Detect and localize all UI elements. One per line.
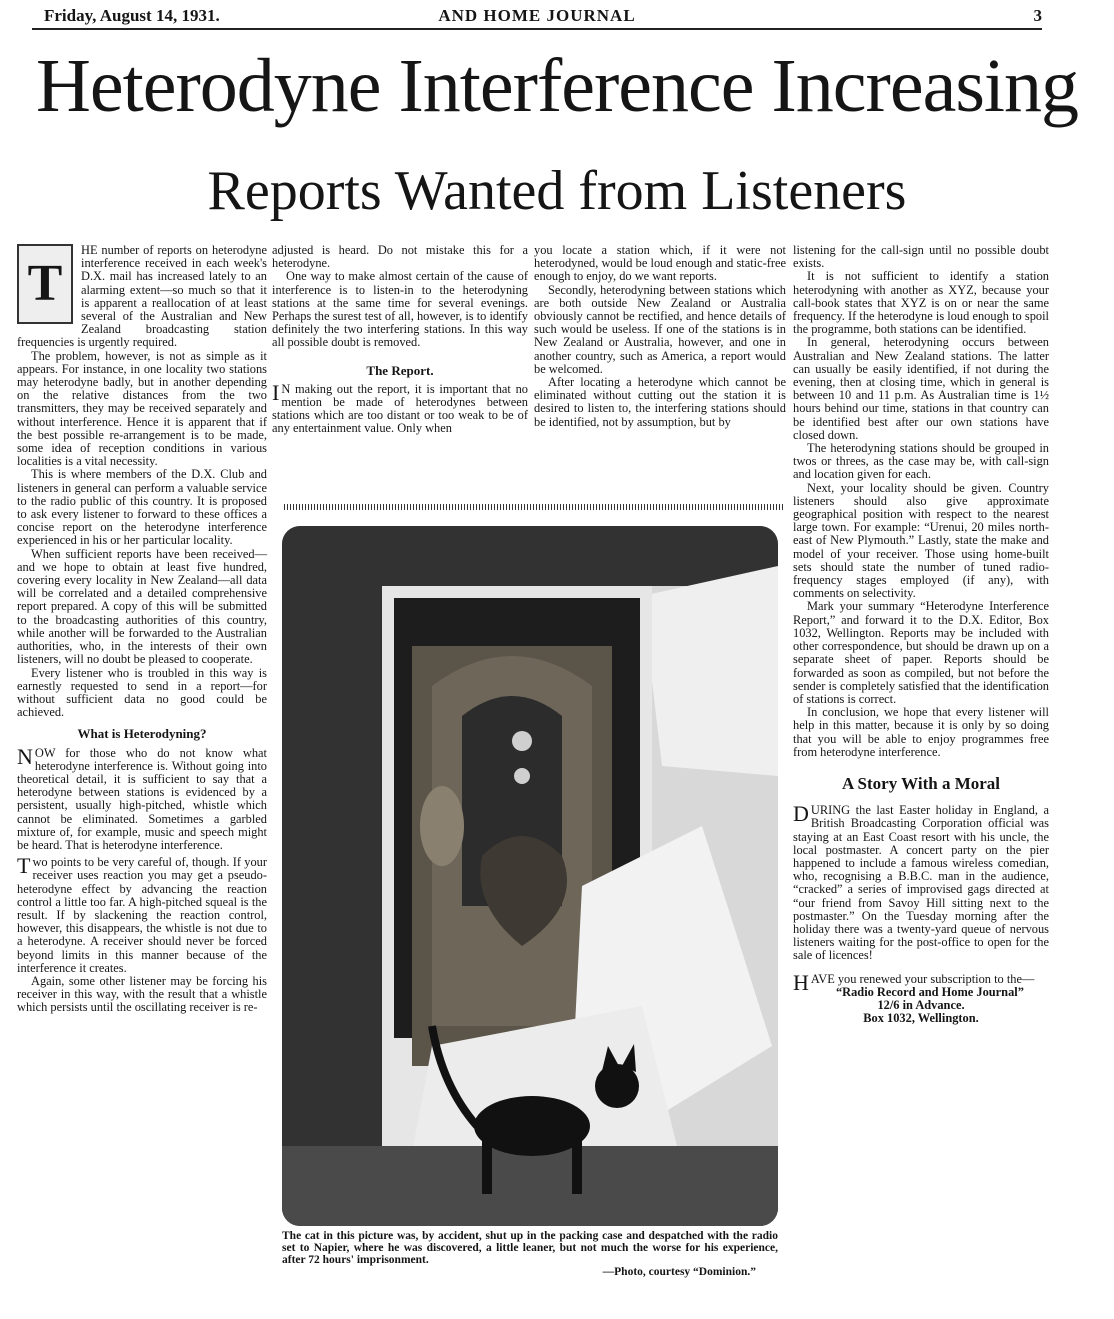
page-number: 3: [1033, 6, 1042, 25]
paragraph: I N making out the report, it is important that no mention be made of heterodynes between stations which are too distant or too weak to be of any entertainment value. Only when: [272, 379, 528, 436]
paragraph: Two points to be very careful of, though. If your receiver uses reaction you may get a pseudo-heterodyne effect by advancing the reaction control a little too far. A high-pitched squeal is the result. If by slackening the reaction control, however, this disappears, the whistle is not due to a heterodyne. A receiver should never be forced beyond limits in this manner because of the interference it creates.: [17, 853, 267, 975]
subheadline: Reports Wanted from Listeners: [207, 160, 907, 222]
section-heading: A Story With a Moral: [841, 773, 1001, 793]
drop-cap: N: [17, 743, 33, 769]
publication-name: AND HOME JOURNAL: [438, 6, 636, 25]
section-heading: The Report.: [366, 362, 434, 378]
photo-credit: —Photo, courtesy “Dominion.”: [602, 1266, 756, 1278]
paragraph: HAVE you renewed your subscription to the—: [793, 969, 1035, 995]
paragraph: Secondly, heterodyning between stations which are both outside New Zealand or Australia obviously cannot be rectified, and hence details of such would be useless. If one of the stations is in New Zealand or Australia, however, and one in another country, such as America, a report would be welcomed.: [534, 282, 786, 376]
decorative-rule: [284, 504, 784, 510]
paragraph: Every listener who is troubled in this way is earnestly requested to send in a report—for without sufficient data no good could be achieved.: [17, 665, 267, 720]
paragraph: Next, your locality should be given. Country listeners should also give approximate geographical position with respect to the nearest large town. For example: “Urenui, 20 miles north-east of New Plymouth.” Lastly, state the make and model of your receiver. Those using home-built sets should state the number of tuned radio-frequency stages employed (if any), with comments on selectivity.: [793, 480, 1049, 601]
caption-text: The cat in this picture was, by accident, shut up in the packing case and despatched with the radio set to Napier, where he was discovered, a little leaner, but not much the worse for his experience, after 72 hours' imprisonment.: [282, 1230, 778, 1266]
article-column-3: [534, 244, 786, 429]
paragraph: In general, heterodyning occurs between Australian and New Zealand stations. The latter can usually be easily identified, if not during the evening, then at closing time, which in general is between 10 and 11 p.m. As Australian time is 1½ hours behind our time, stations in that country can be identified best after our own stations have closed down.: [793, 335, 1049, 442]
paragraph: It is not sufficient to identify a station heterodyning with another as XYZ, because your call-book states that XYZ is on or near the same frequency. If the heterodyne is loud enough to spoil the programme, both stations can be identified.: [793, 269, 1049, 337]
subscription-price: 12/6 in Advance.: [877, 997, 965, 1012]
paragraph: The heterodyning stations should be grouped in twos or threes, as the case may be, with call-sign and location given for each.: [793, 441, 1049, 482]
journal-name: “Radio Record and Home Journal”: [835, 984, 1024, 999]
paragraph: HE number of reports on heterodyne interference received in each week's D.X. mail has increased lately to an alarming extent—so much so that it is apparent a reallocation of at least several of the Australian and New Zealand broadcasting station frequencies is urgently required.: [17, 243, 267, 350]
paragraph: Mark your summary “Heterodyne Interference Report,” and forward it to the D.X. Editor, Box 1032, Wellington. Reports may be included with other correspondence, but should be drawn up on a separate sheet of paper. Reports should be forwarded as soon as compiled, but not before the sender is completely satisfied that the identification of stations is correct.: [793, 599, 1049, 706]
paragraph: The problem, however, is not as simple as it appears. For instance, in one locality two stations may heterodyne badly, but in another depending on the relative distances from the two transmitters, they may be received separately and without interference. Hence it is apparent that if the best possible re-arrangement is to be made, some idea of reception conditions in various localities is a vital necessity.: [17, 348, 267, 469]
paragraph: NOW for those who do not know what heterodyne interference is. Without going into theoretical detail, it is sufficient to say that a heterodyne between stations is evidenced by a persistent, usually high-pitched, whistle which cannot be eliminated. Sometimes a garbled mixture of, for example, music and speech might be heard. That is heterodyne interference.: [17, 743, 267, 852]
headline: Heterodyne Interference Increasing: [35, 44, 1079, 128]
paragraph: This is where members of the D.X. Club and listeners in general can perform a valuable service to the radio public of this country. It is proposed to ask every listener to forward to these offices a concise report on the heterodyne interference experienced in his or her particular locality.: [17, 467, 267, 548]
paragraph: listening for the call-sign until no possible doubt exists.: [793, 243, 1049, 271]
subscription-notice: [793, 969, 1049, 1026]
section-heading: What is Heterodyning?: [77, 726, 207, 742]
paragraph: you locate a station which, if it were not heterodyned, would be loud enough and static-free enough to enjoy, do we want reports.: [534, 243, 786, 284]
paragraph: DURING the last Easter holiday in England, a British Broadcasting Corporation official was staying at an East Coast resort with his uncle, the local postmaster. A concert party on the pier happened to include a famous wireless comedian, who, recognising a B.B.C. man in the audience, “cracked” a series of improvised gags directed at “our friend from Savoy Hill sitting next to the postmaster.” On the Tuesday morning after the holiday there was a twenty-yard queue of nervous listeners waiting for the post-office to open for the sale of licences!: [793, 801, 1049, 963]
paragraph: When sufficient reports have been received—and we hope to obtain at least five hundred, covering every locality in New Zealand—all data will be correlated and a detailed comprehensive report prepared. A copy of this will be submitted to the broadcasting authorities of this country, while another will be forwarded to the Australian authorities, who, in the interests of their own listeners, will no doubt be pleased to cooperate.: [17, 546, 267, 667]
paragraph: One way to make almost certain of the cause of interference is to listen-in to the heterodyning stations at the same time for several evenings. Perhaps the surest test of all, however, is to identify definitely the two interfering stations. In this way all possible doubt is removed.: [272, 269, 528, 350]
ornamental-drop-cap: T: [17, 244, 73, 324]
photo-caption: [282, 1230, 778, 1278]
drop-cap: H: [793, 969, 809, 995]
issue-date: Friday, August 14, 1931.: [44, 6, 220, 25]
page-header: [32, 4, 1042, 30]
drop-cap: T: [17, 853, 31, 879]
article-column-4: [793, 244, 1049, 1025]
drop-cap: I: [272, 379, 280, 405]
article-column-1: [17, 244, 267, 1015]
paragraph: adjusted is heard. Do not mistake this for a heterodyne.: [272, 243, 528, 271]
article-column-2: [272, 244, 528, 436]
drop-cap: D: [793, 801, 809, 827]
paragraph: In conclusion, we hope that every listener will help in this matter, because it is only by so doing that you will be able to enjoy programmes free from heterodyne interference.: [793, 705, 1049, 759]
postal-address: Box 1032, Wellington.: [863, 1011, 979, 1026]
paragraph: Again, some other listener may be forcing his receiver in this way, with the result that a whistle which persists until the oscillating receiver is re-: [17, 973, 267, 1015]
paragraph: After locating a heterodyne which cannot be eliminated without cutting out the station it is desired to listen to, the interfering stations should be identified, not by assumption, but by: [534, 375, 786, 429]
cat-radio-photo: [282, 526, 778, 1226]
